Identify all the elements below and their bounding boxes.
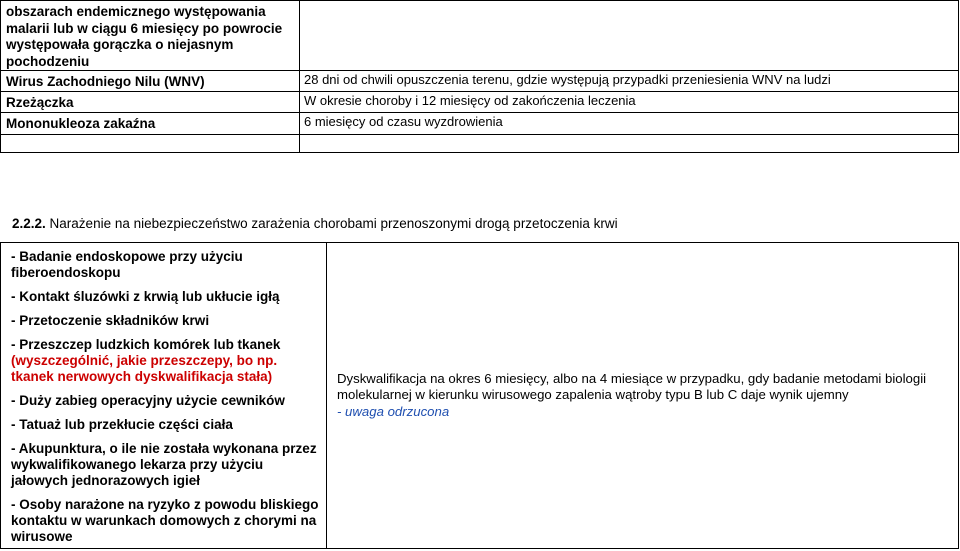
cell-malaria-condition: obszarach endemicznego występowania malarii lub w ciągu 6 miesięcy po powrocie występowała gorączka o niejasnym pochodzeniu — [1, 1, 300, 71]
exposure-list-cell — [1, 243, 327, 549]
cell-malaria-rule — [300, 1, 959, 71]
exposure-table — [0, 242, 959, 549]
list-item: - Przeszczep ludzkich komórek lub tkanek — [11, 337, 281, 352]
list-item: - Osoby narażone na ryzyko z powodu bliskiego kontaktu w warunkach domowych z chorymi na wirusowe — [11, 497, 319, 544]
rejected-note: - uwaga odrzucona — [337, 403, 450, 419]
top-table — [0, 0, 959, 153]
cell-wnv-rule: 28 dni od chwili opuszczenia terenu, gdzie występują przypadki przeniesienia WNV na ludzi — [300, 71, 959, 92]
list-item: - Badanie endoskopowe przy użyciu fiberoendoskopu — [11, 249, 243, 280]
section-heading — [12, 216, 618, 231]
cell-gonorrhea-rule: W okresie choroby i 12 miesięcy od zakończenia leczenia — [300, 92, 959, 113]
list-item: - Przetoczenie składników krwi — [11, 313, 210, 328]
cell-wnv: Wirus Zachodniego Nilu (WNV) — [1, 71, 300, 92]
list-item: - Tatuaż lub przekłucie części ciała — [11, 417, 233, 432]
list-item: - Akupunktura, o ile nie została wykonana przez wykwalifikowanego lekarza przy użyciu jałowych jednorazowych igieł — [11, 441, 317, 488]
cell-empty-left — [1, 135, 300, 153]
section-number: 2.2.2. — [12, 216, 46, 231]
cell-empty-right — [300, 135, 959, 153]
cell-mononucleosis-rule: 6 miesięcy od czasu wyzdrowienia — [300, 113, 959, 135]
list-item: - Kontakt śluzówki z krwią lub ukłucie igłą — [11, 289, 280, 304]
cell-mononucleosis: Mononukleoza zakaźna — [1, 113, 300, 135]
list-item-red-note: (wyszczególnić, jakie przeszczepy, bo np. tkanek nerwowych dyskwalifikacja stała) — [11, 353, 278, 384]
cell-gonorrhea: Rzeżączka — [1, 92, 300, 113]
list-item: - Duży zabieg operacyjny użycie cewników — [11, 393, 285, 408]
section-title: Narażenie na niebezpieczeństwo zarażenia chorobami przenoszonymi drogą przetoczenia krwi — [49, 216, 618, 231]
disqualification-text: Dyskwalifikacja na okres 6 miesięcy, albo na 4 miesiące w przypadku, gdy badanie metodami biologii molekularnej w kierunku wirusowego zapalenia wątroby typu B lub C daje wynik ujemny — [337, 370, 927, 403]
disqualification-cell — [327, 243, 959, 549]
